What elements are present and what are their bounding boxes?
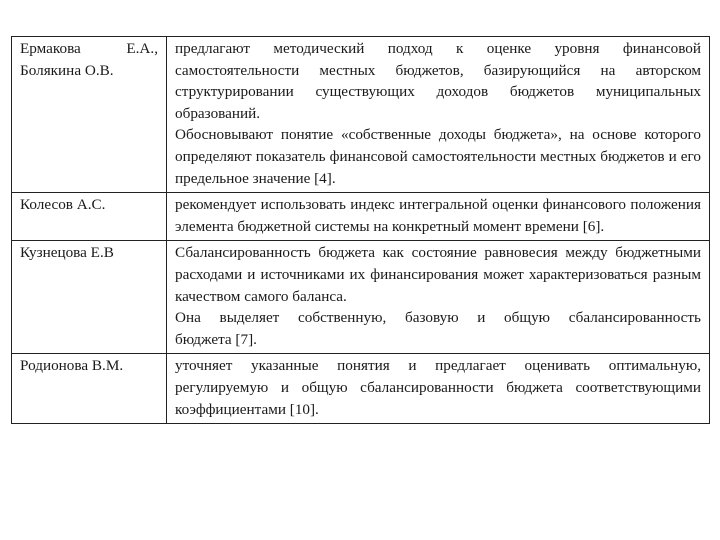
authors-table	[11, 36, 710, 424]
table-row	[12, 193, 710, 241]
table-row	[12, 241, 710, 354]
description-text: Она выделяет собственную, базовую и общую сбалансированность	[175, 309, 701, 327]
description-cell	[167, 37, 710, 193]
author-name: Колесов А.С.	[20, 196, 106, 214]
author-cell	[12, 354, 167, 424]
description-paragraph: бюджета [7].	[175, 330, 257, 348]
description-paragraph: рекомендует использовать индекс интегральной оценки финансового положения элемента бюджетной системы на конкретный момент времени [6].	[175, 196, 701, 235]
description-cell	[167, 241, 710, 354]
description-cell	[167, 193, 710, 241]
description-paragraph: уточняет указанные понятия и предлагает оценивать оптимальную, регулируемую и общую сбалансированности бюджета соответствующими коэффициентами [10].	[175, 357, 701, 418]
description-paragraph: Сбалансированность бюджета как состояние равновесия между бюджетными расходами и источниками их финансирования может характеризоваться разным качеством самого баланса.	[175, 244, 701, 305]
table-row	[12, 354, 710, 424]
author-name: Родионова В.М.	[20, 357, 124, 375]
description-cell	[167, 354, 710, 424]
author-initials: Е.А.,	[126, 40, 158, 57]
author-cell	[12, 241, 167, 354]
table-row	[12, 37, 710, 193]
author-line	[20, 38, 158, 60]
description-paragraph: предлагают методический подход к оценке уровня финансовой самостоятельности местных бюджетов, базирующийся на авторском структурировании существующих доходов бюджетов муниципальных образований.	[175, 40, 701, 122]
author-name: Болякина О.В.	[20, 61, 114, 79]
author-cell	[12, 193, 167, 241]
description-paragraph-spread	[175, 307, 701, 329]
author-name: Ермакова	[20, 40, 81, 57]
author-cell	[12, 37, 167, 193]
author-name: Кузнецова Е.В	[20, 244, 114, 262]
description-paragraph: Обосновывают понятие «собственные доходы бюджета», на основе которого определяют показатель финансовой самостоятельности местных бюджетов и его предельное значение [4].	[175, 126, 701, 187]
